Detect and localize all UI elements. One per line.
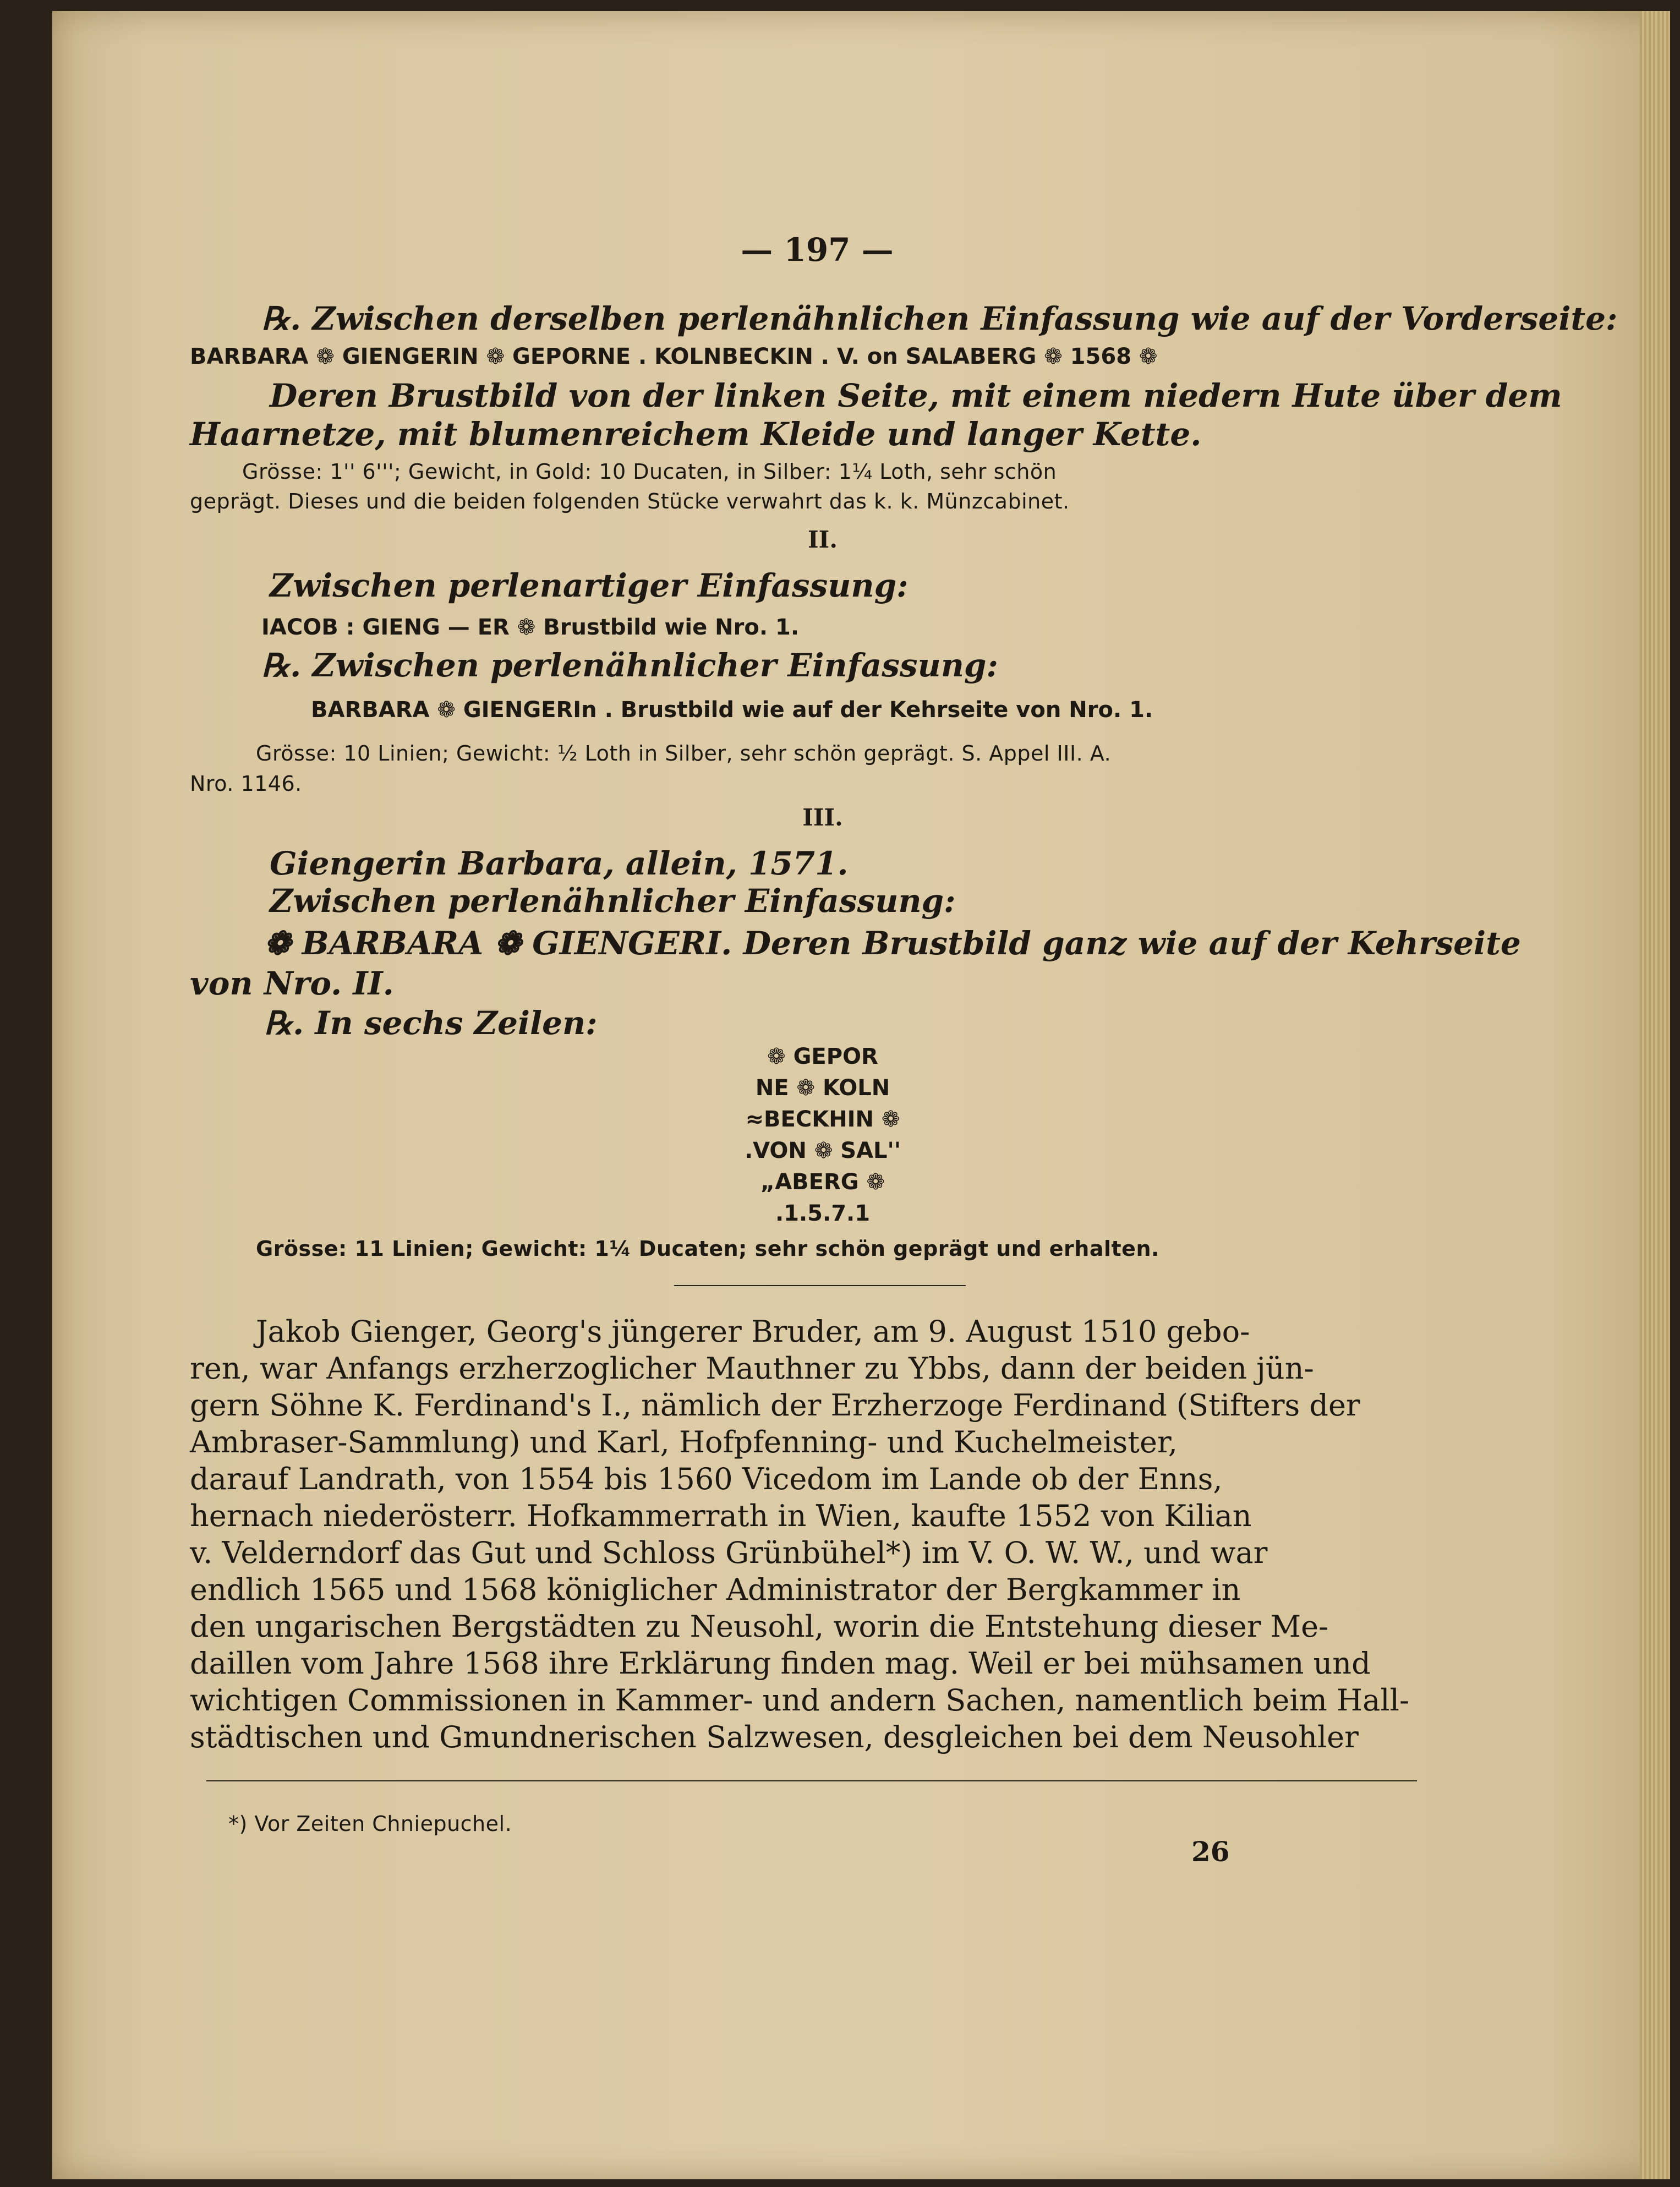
inscription-line: ❁ BARBARA ❁ GIENGERI. Deren Brustbild ganz wie auf der Kehrseite: [264, 925, 1521, 962]
book-page: [52, 11, 1670, 2179]
six-line-inscription: NE ❁ KOLN: [755, 1075, 890, 1101]
obverse-description: Zwischen perlenartiger Einfassung:: [270, 567, 909, 604]
reverse-description: ℞. In sechs Zeilen:: [264, 1004, 598, 1042]
page-number: — 197 —: [741, 231, 894, 269]
paragraph-line: Ambraser-Sammlung) und Karl, Hofpfenning- und Kuchelmeister,: [190, 1425, 1178, 1459]
inscription-line: BARBARA ❁ GIENGERIN ❁ GEPORNE . KOLNBECKIN . V. on SALABERG ❁ 1568 ❁: [190, 344, 1158, 369]
section-numeral: III.: [802, 804, 843, 831]
six-line-inscription: „ABERG ❁: [760, 1169, 885, 1195]
size-weight-note: Grösse: 1'' 6'''; Gewicht, in Gold: 10 Ducaten, in Silber: 1¼ Loth, sehr schön: [242, 460, 1057, 484]
size-weight-note: Grösse: 10 Linien; Gewicht: ½ Loth in Silber, sehr schön geprägt. S. Appel III. A.: [256, 741, 1112, 766]
paragraph-line: gern Söhne K. Ferdinand's I., nämlich der Erzherzoge Ferdinand (Stifters der: [190, 1388, 1360, 1423]
description-line: Haarnetze, mit blumenreichem Kleide und langer Kette.: [190, 415, 1202, 453]
page-edge: [1640, 11, 1670, 2179]
item-heading: Giengerin Barbara, allein, 1571.: [270, 845, 849, 882]
paragraph-line: daillen vom Jahre 1568 ihre Erklärung finden mag. Weil er bei mühsamen und: [190, 1646, 1371, 1681]
reverse-description: ℞. Zwischen perlenähnlicher Einfassung:: [261, 647, 998, 684]
footnote: *) Vor Zeiten Chniepuchel.: [228, 1812, 512, 1836]
obverse-description: Zwischen perlenähnlicher Einfassung:: [270, 882, 956, 920]
paragraph-line: den ungarischen Bergstädten zu Neusohl, worin die Entstehung dieser Me-: [190, 1609, 1329, 1644]
inscription-line: BARBARA ❁ GIENGERIn . Brustbild wie auf der Kehrseite von Nro. 1.: [311, 697, 1153, 723]
signature-number: 26: [1191, 1835, 1230, 1868]
six-line-inscription: .1.5.7.1: [775, 1201, 871, 1226]
paragraph-line: Jakob Gienger, Georg's jüngerer Bruder, am 9. August 1510 gebo-: [256, 1314, 1250, 1349]
size-weight-note: Grösse: 11 Linien; Gewicht: 1¼ Ducaten; sehr schön geprägt und erhalten.: [256, 1237, 1159, 1261]
description-line: Deren Brustbild von der linken Seite, mit einem niedern Hute über dem: [270, 377, 1562, 414]
paragraph-line: wichtigen Commissionen in Kammer- und andern Sachen, namentlich beim Hall-: [190, 1683, 1410, 1718]
paragraph-line: v. Velderndorf das Gut und Schloss Grünbühel*) im V. O. W. W., und war: [190, 1535, 1268, 1570]
paragraph-line: ren, war Anfangs erzherzoglicher Mauthner zu Ybbs, dann der beiden jün-: [190, 1351, 1314, 1386]
footnote-rule: [206, 1780, 1417, 1781]
paragraph-line: hernach niederösterr. Hofkammerrath in Wien, kaufte 1552 von Kilian: [190, 1499, 1252, 1533]
paragraph-line: darauf Landrath, von 1554 bis 1560 Vicedom im Lande ob der Enns,: [190, 1462, 1223, 1496]
six-line-inscription: .VON ❁ SAL'': [744, 1138, 901, 1163]
six-line-inscription: ❁ GEPOR: [767, 1044, 878, 1069]
six-line-inscription: ≈BECKHIN ❁: [745, 1107, 900, 1132]
paragraph-line: städtischen und Gmundnerischen Salzwesen, desgleichen bei dem Neusohler: [190, 1720, 1359, 1754]
paragraph-line: endlich 1565 und 1568 königlicher Administrator der Bergkammer in: [190, 1572, 1241, 1607]
section-numeral: II.: [808, 526, 838, 553]
inscription-line: IACOB : GIENG — ER ❁ Brustbild wie Nro. 1.: [261, 615, 800, 640]
description-line: von Nro. II.: [190, 965, 394, 1002]
reverse-description: ℞. Zwischen derselben perlenähnlichen Einfassung wie auf der Vorderseite:: [261, 300, 1618, 337]
section-divider: [674, 1285, 966, 1286]
size-weight-note: geprägt. Dieses und die beiden folgenden Stücke verwahrt das k. k. Münzcabinet.: [190, 489, 1070, 513]
size-weight-note: Nro. 1146.: [190, 772, 302, 796]
